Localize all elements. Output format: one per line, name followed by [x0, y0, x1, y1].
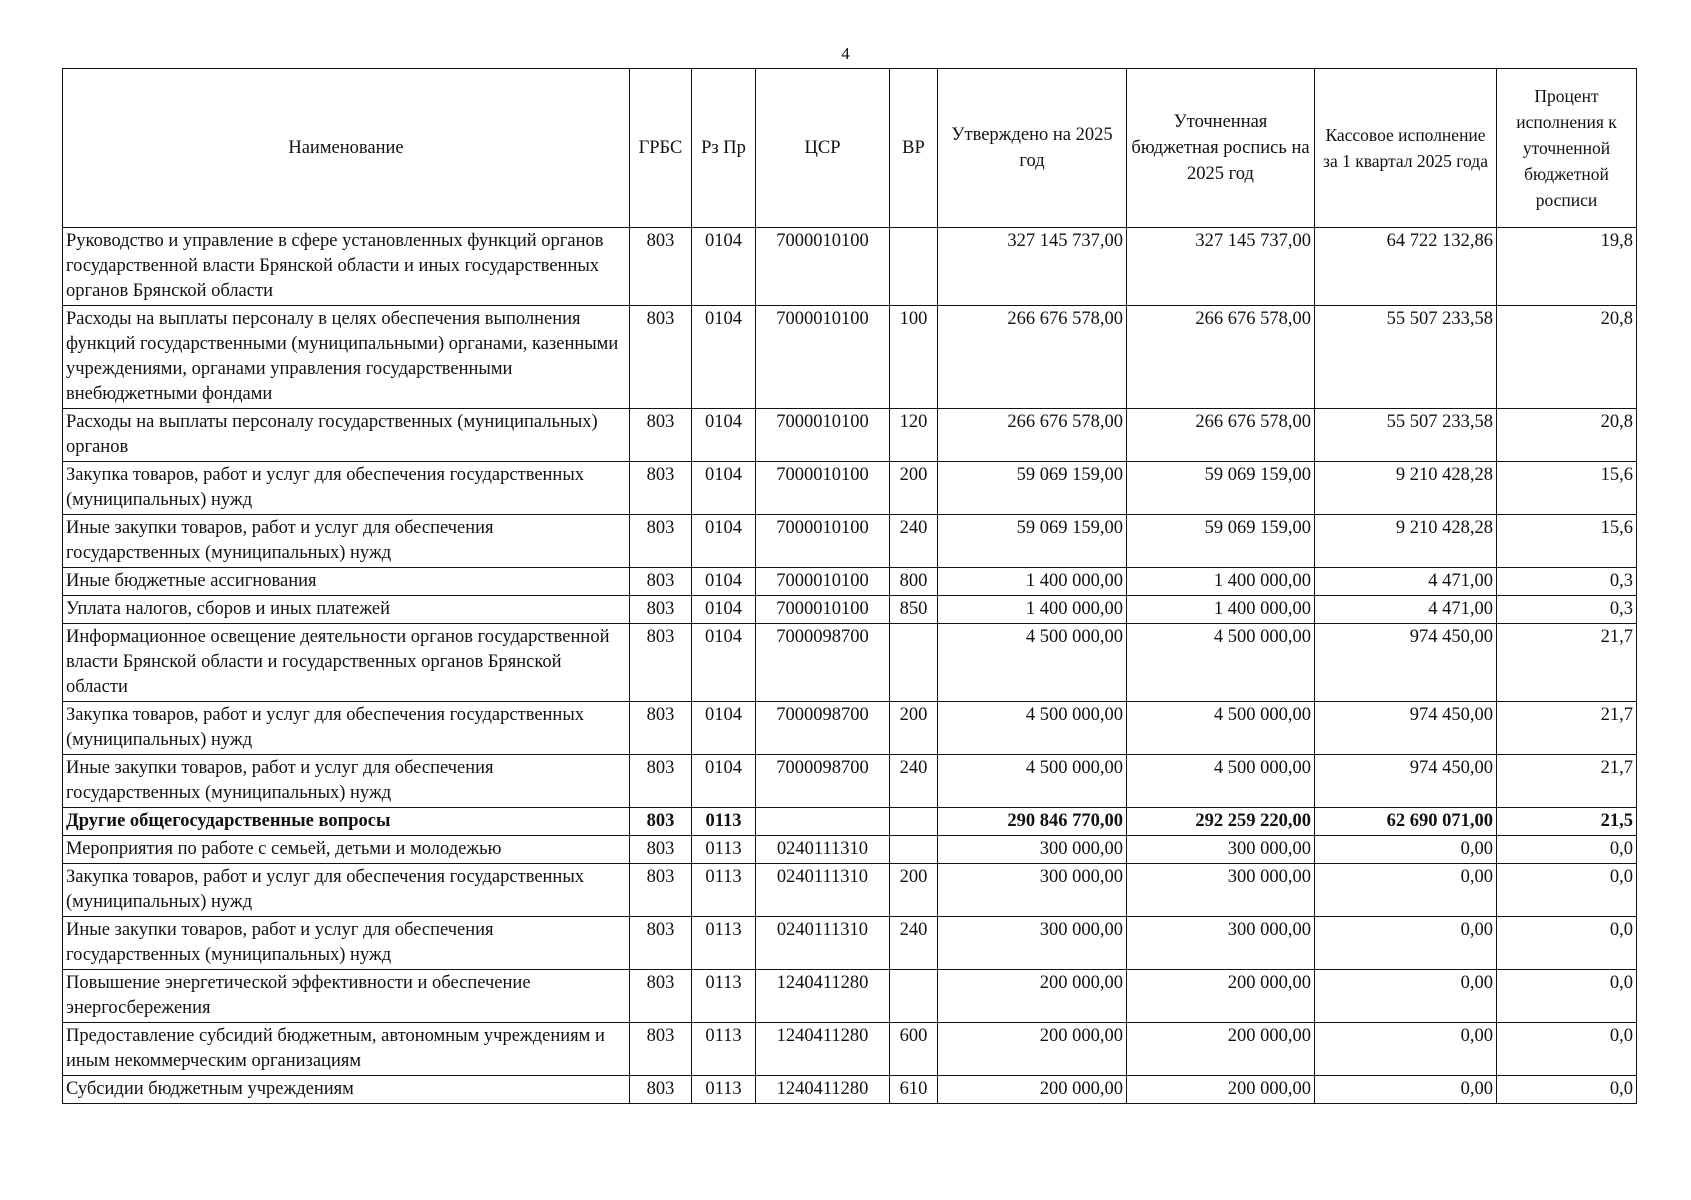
cell-rzpr: 0104 [692, 306, 756, 409]
header-rzpr: Рз Пр [692, 69, 756, 228]
cell-refined: 1 400 000,00 [1127, 568, 1315, 596]
cell-vr [890, 808, 938, 836]
cell-grbs: 803 [630, 1023, 692, 1076]
cell-percent: 0,0 [1497, 1023, 1637, 1076]
table-row [63, 306, 1637, 409]
cell-csr [756, 808, 890, 836]
cell-approved: 1 400 000,00 [938, 596, 1127, 624]
cell-approved: 4 500 000,00 [938, 755, 1127, 808]
cell-rzpr: 0113 [692, 808, 756, 836]
cell-csr: 1240411280 [756, 1076, 890, 1104]
cell-csr: 7000010100 [756, 568, 890, 596]
cell-grbs: 803 [630, 624, 692, 702]
cell-rzpr: 0104 [692, 624, 756, 702]
cell-vr: 120 [890, 409, 938, 462]
cell-vr [890, 624, 938, 702]
cell-name: Субсидии бюджетным учреждениям [63, 1076, 630, 1104]
cell-percent: 21,7 [1497, 624, 1637, 702]
cell-rzpr: 0113 [692, 970, 756, 1023]
cell-vr: 240 [890, 917, 938, 970]
header-approved: Утверждено на 2025 год [938, 69, 1127, 228]
cell-name: Уплата налогов, сборов и иных платежей [63, 596, 630, 624]
cell-percent: 21,5 [1497, 808, 1637, 836]
table-body [63, 228, 1637, 1104]
cell-approved: 290 846 770,00 [938, 808, 1127, 836]
cell-grbs: 803 [630, 808, 692, 836]
cell-percent: 15,6 [1497, 462, 1637, 515]
table-row [63, 515, 1637, 568]
cell-refined: 300 000,00 [1127, 864, 1315, 917]
cell-grbs: 803 [630, 1076, 692, 1104]
cell-vr: 240 [890, 515, 938, 568]
table-row [63, 596, 1637, 624]
cell-grbs: 803 [630, 970, 692, 1023]
cell-name: Иные бюджетные ассигнования [63, 568, 630, 596]
cell-grbs: 803 [630, 755, 692, 808]
cell-approved: 300 000,00 [938, 864, 1127, 917]
table-row [63, 624, 1637, 702]
table-row [63, 1023, 1637, 1076]
cell-rzpr: 0104 [692, 228, 756, 306]
cell-name: Повышение энергетической эффективности и обеспечение энергосбережения [63, 970, 630, 1023]
cell-rzpr: 0104 [692, 755, 756, 808]
cell-vr: 200 [890, 864, 938, 917]
cell-rzpr: 0104 [692, 568, 756, 596]
cell-refined: 292 259 220,00 [1127, 808, 1315, 836]
cell-approved: 200 000,00 [938, 970, 1127, 1023]
cell-csr: 7000010100 [756, 462, 890, 515]
cell-cash: 4 471,00 [1315, 568, 1497, 596]
cell-approved: 266 676 578,00 [938, 306, 1127, 409]
table-row [63, 864, 1637, 917]
cell-refined: 1 400 000,00 [1127, 596, 1315, 624]
cell-csr: 0240111310 [756, 864, 890, 917]
cell-percent: 0,3 [1497, 568, 1637, 596]
header-vr: ВР [890, 69, 938, 228]
cell-percent: 21,7 [1497, 755, 1637, 808]
cell-csr: 7000010100 [756, 596, 890, 624]
cell-rzpr: 0104 [692, 596, 756, 624]
cell-grbs: 803 [630, 596, 692, 624]
cell-grbs: 803 [630, 864, 692, 917]
cell-refined: 200 000,00 [1127, 970, 1315, 1023]
cell-csr: 7000010100 [756, 228, 890, 306]
cell-grbs: 803 [630, 409, 692, 462]
cell-vr: 240 [890, 755, 938, 808]
cell-csr: 0240111310 [756, 836, 890, 864]
cell-refined: 4 500 000,00 [1127, 755, 1315, 808]
cell-percent: 20,8 [1497, 306, 1637, 409]
cell-refined: 59 069 159,00 [1127, 515, 1315, 568]
cell-rzpr: 0113 [692, 864, 756, 917]
cell-name: Мероприятия по работе с семьей, детьми и молодежью [63, 836, 630, 864]
cell-name: Закупка товаров, работ и услуг для обеспечения государственных (муниципальных) нужд [63, 462, 630, 515]
cell-csr: 7000098700 [756, 755, 890, 808]
cell-grbs: 803 [630, 568, 692, 596]
cell-percent: 0,0 [1497, 864, 1637, 917]
header-grbs: ГРБС [630, 69, 692, 228]
cell-approved: 327 145 737,00 [938, 228, 1127, 306]
cell-refined: 300 000,00 [1127, 917, 1315, 970]
table-row [63, 228, 1637, 306]
cell-cash: 9 210 428,28 [1315, 462, 1497, 515]
cell-cash: 62 690 071,00 [1315, 808, 1497, 836]
cell-cash: 0,00 [1315, 1023, 1497, 1076]
cell-name: Иные закупки товаров, работ и услуг для обеспечения государственных (муниципальных) нужд [63, 917, 630, 970]
cell-approved: 4 500 000,00 [938, 702, 1127, 755]
cell-refined: 327 145 737,00 [1127, 228, 1315, 306]
header-cash: Кассовое исполнение за 1 квартал 2025 года [1315, 69, 1497, 228]
cell-cash: 0,00 [1315, 1076, 1497, 1104]
cell-grbs: 803 [630, 836, 692, 864]
cell-approved: 200 000,00 [938, 1023, 1127, 1076]
table-row [63, 970, 1637, 1023]
cell-vr: 200 [890, 702, 938, 755]
table-row [63, 836, 1637, 864]
cell-csr: 7000098700 [756, 702, 890, 755]
cell-cash: 55 507 233,58 [1315, 409, 1497, 462]
cell-csr: 7000098700 [756, 624, 890, 702]
cell-approved: 59 069 159,00 [938, 462, 1127, 515]
cell-name: Предоставление субсидий бюджетным, автономным учреждениям и иным некоммерческим организациям [63, 1023, 630, 1076]
cell-cash: 974 450,00 [1315, 702, 1497, 755]
cell-percent: 15,6 [1497, 515, 1637, 568]
cell-vr [890, 836, 938, 864]
header-refined: Уточненная бюджетная роспись на 2025 год [1127, 69, 1315, 228]
table-row [63, 1076, 1637, 1104]
cell-approved: 300 000,00 [938, 917, 1127, 970]
cell-grbs: 803 [630, 306, 692, 409]
cell-rzpr: 0104 [692, 409, 756, 462]
cell-percent: 0,0 [1497, 917, 1637, 970]
header-name: Наименование [63, 69, 630, 228]
cell-approved: 59 069 159,00 [938, 515, 1127, 568]
cell-percent: 0,3 [1497, 596, 1637, 624]
cell-percent: 0,0 [1497, 1076, 1637, 1104]
cell-refined: 59 069 159,00 [1127, 462, 1315, 515]
cell-csr: 1240411280 [756, 970, 890, 1023]
cell-grbs: 803 [630, 917, 692, 970]
cell-refined: 4 500 000,00 [1127, 624, 1315, 702]
cell-rzpr: 0113 [692, 1023, 756, 1076]
cell-vr: 850 [890, 596, 938, 624]
cell-cash: 55 507 233,58 [1315, 306, 1497, 409]
cell-percent: 0,0 [1497, 836, 1637, 864]
cell-refined: 266 676 578,00 [1127, 409, 1315, 462]
cell-refined: 4 500 000,00 [1127, 702, 1315, 755]
table-row [63, 755, 1637, 808]
cell-name: Другие общегосударственные вопросы [63, 808, 630, 836]
cell-rzpr: 0104 [692, 515, 756, 568]
cell-rzpr: 0113 [692, 836, 756, 864]
table-row [63, 917, 1637, 970]
cell-name: Иные закупки товаров, работ и услуг для обеспечения государственных (муниципальных) нужд [63, 755, 630, 808]
cell-cash: 4 471,00 [1315, 596, 1497, 624]
cell-rzpr: 0104 [692, 462, 756, 515]
page-number: 4 [841, 44, 850, 63]
cell-grbs: 803 [630, 462, 692, 515]
cell-grbs: 803 [630, 228, 692, 306]
cell-vr: 600 [890, 1023, 938, 1076]
cell-approved: 266 676 578,00 [938, 409, 1127, 462]
cell-name: Закупка товаров, работ и услуг для обеспечения государственных (муниципальных) нужд [63, 864, 630, 917]
cell-vr: 800 [890, 568, 938, 596]
cell-vr: 200 [890, 462, 938, 515]
cell-cash: 974 450,00 [1315, 624, 1497, 702]
cell-name: Закупка товаров, работ и услуг для обеспечения государственных (муниципальных) нужд [63, 702, 630, 755]
cell-cash: 9 210 428,28 [1315, 515, 1497, 568]
cell-vr [890, 970, 938, 1023]
cell-vr: 100 [890, 306, 938, 409]
header-percent: Процент исполнения к уточненной бюджетной росписи [1497, 69, 1637, 228]
cell-csr: 7000010100 [756, 409, 890, 462]
cell-refined: 200 000,00 [1127, 1023, 1315, 1076]
cell-csr: 0240111310 [756, 917, 890, 970]
cell-percent: 20,8 [1497, 409, 1637, 462]
cell-approved: 200 000,00 [938, 1076, 1127, 1104]
table-row [63, 568, 1637, 596]
cell-percent: 19,8 [1497, 228, 1637, 306]
cell-rzpr: 0113 [692, 1076, 756, 1104]
cell-vr: 610 [890, 1076, 938, 1104]
cell-csr: 7000010100 [756, 515, 890, 568]
cell-refined: 266 676 578,00 [1127, 306, 1315, 409]
cell-csr: 1240411280 [756, 1023, 890, 1076]
cell-percent: 0,0 [1497, 970, 1637, 1023]
cell-rzpr: 0104 [692, 702, 756, 755]
cell-refined: 300 000,00 [1127, 836, 1315, 864]
table-row [63, 702, 1637, 755]
cell-name: Расходы на выплаты персоналу в целях обеспечения выполнения функций государственными (муниципальными) органами, казенными учреждениями, органами управления государственными внебюджетными фондами [63, 306, 630, 409]
header-row [63, 69, 1637, 228]
cell-refined: 200 000,00 [1127, 1076, 1315, 1104]
cell-cash: 64 722 132,86 [1315, 228, 1497, 306]
cell-vr [890, 228, 938, 306]
cell-cash: 0,00 [1315, 917, 1497, 970]
cell-approved: 300 000,00 [938, 836, 1127, 864]
table-row [63, 462, 1637, 515]
cell-rzpr: 0113 [692, 917, 756, 970]
cell-name: Иные закупки товаров, работ и услуг для обеспечения государственных (муниципальных) нужд [63, 515, 630, 568]
cell-name: Расходы на выплаты персоналу государственных (муниципальных) органов [63, 409, 630, 462]
cell-grbs: 803 [630, 702, 692, 755]
cell-name: Руководство и управление в сфере установленных функций органов государственной власти Брянской области и иных государственных органов Брянской области [63, 228, 630, 306]
cell-csr: 7000010100 [756, 306, 890, 409]
cell-cash: 974 450,00 [1315, 755, 1497, 808]
table-row-total [63, 808, 1637, 836]
cell-approved: 1 400 000,00 [938, 568, 1127, 596]
cell-cash: 0,00 [1315, 864, 1497, 917]
cell-percent: 21,7 [1497, 702, 1637, 755]
table-row [63, 409, 1637, 462]
cell-cash: 0,00 [1315, 970, 1497, 1023]
cell-grbs: 803 [630, 515, 692, 568]
cell-approved: 4 500 000,00 [938, 624, 1127, 702]
cell-name: Информационное освещение деятельности органов государственной власти Брянской области и государственных органов Брянской области [63, 624, 630, 702]
header-csr: ЦСР [756, 69, 890, 228]
cell-cash: 0,00 [1315, 836, 1497, 864]
budget-table [62, 68, 1637, 1104]
